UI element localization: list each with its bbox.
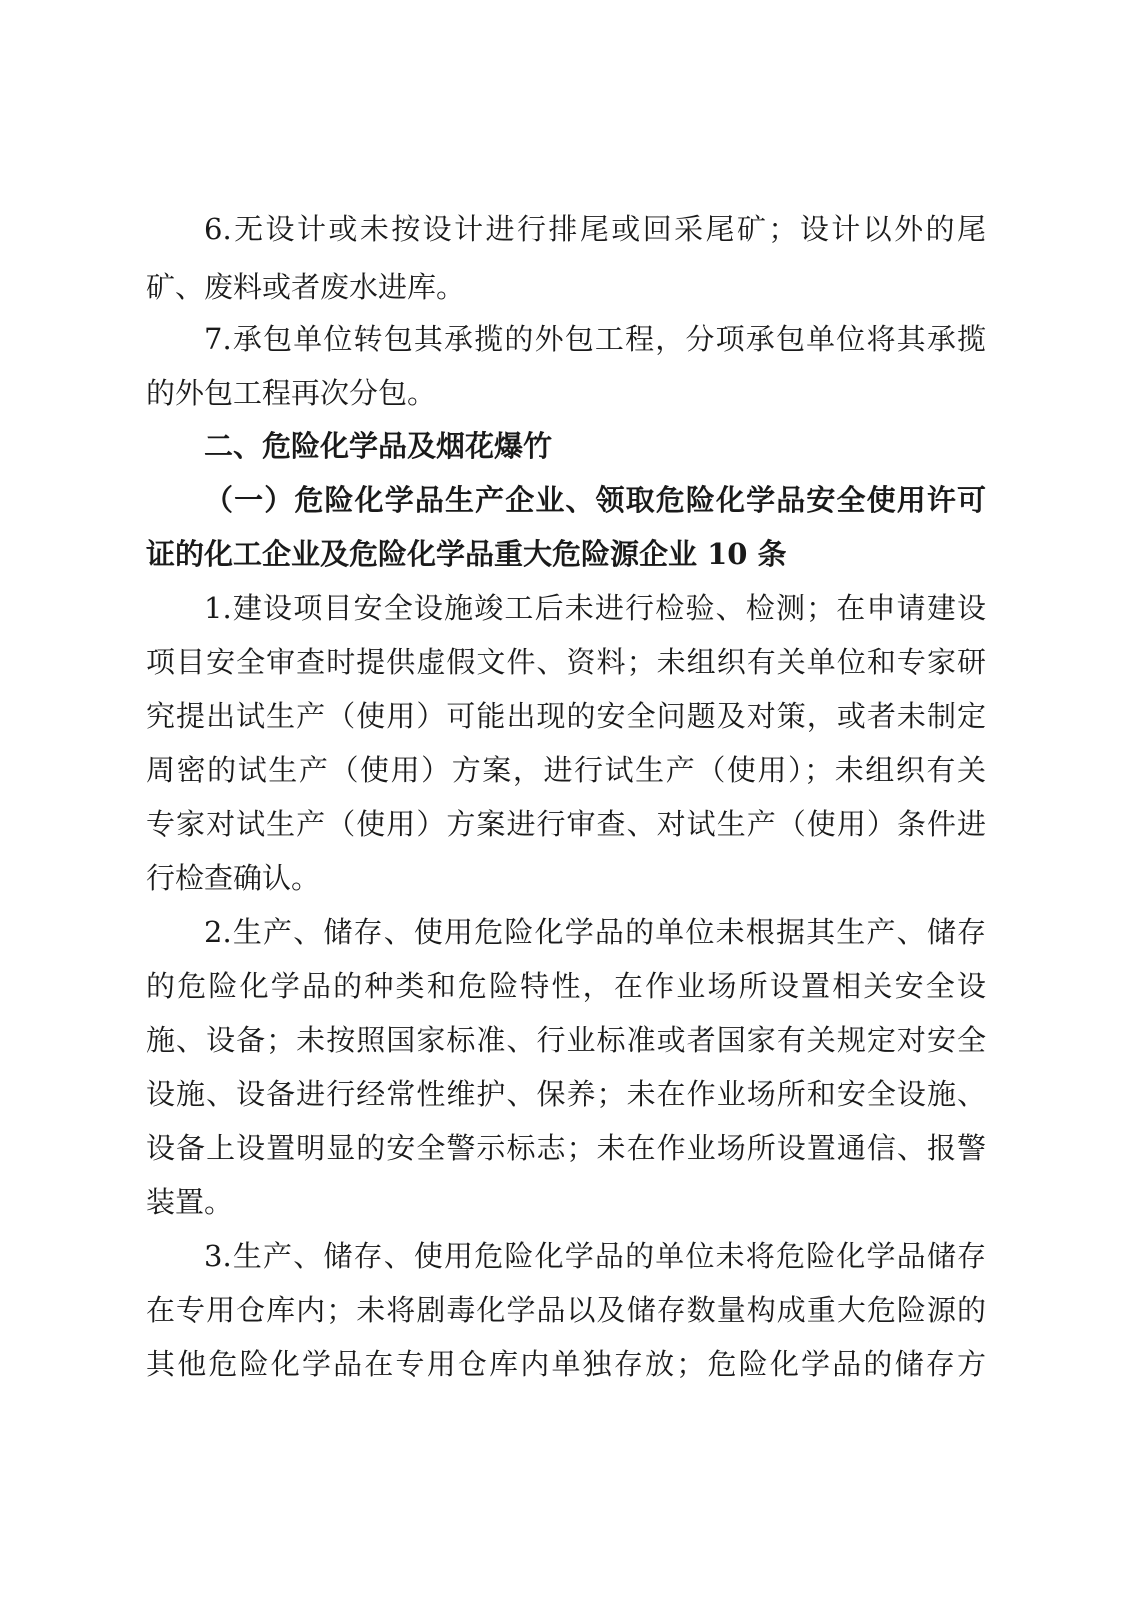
item-2-line-3: 施、设备；未按照国家标准、行业标准或者国家有关规定对安全 xyxy=(146,1023,986,1057)
item-1-line-4: 周密的试生产（使用）方案，进行试生产（使用）；未组织有关 xyxy=(146,753,986,787)
item-2-line-6: 装置。 xyxy=(146,1185,234,1219)
item-2-line-1: 2.生产、储存、使用危险化学品的单位未根据其生产、储存 xyxy=(204,915,986,949)
subsection-heading-line-2: 证的化工企业及危险化学品重大危险源企业 10 条 xyxy=(146,537,787,571)
item-1-line-2: 项目安全审查时提供虚假文件、资料；未组织有关单位和专家研 xyxy=(146,645,986,679)
item-1-line-6: 行检查确认。 xyxy=(146,861,321,895)
item-3-line-2: 在专用仓库内；未将剧毒化学品以及储存数量构成重大危险源的 xyxy=(146,1293,986,1327)
item-1-line-1: 1.建设项目安全设施竣工后未进行检验、检测；在申请建设 xyxy=(204,591,986,625)
item-3-line-1: 3.生产、储存、使用危险化学品的单位未将危险化学品储存 xyxy=(204,1239,986,1273)
subsection-heading-line-1: （一）危险化学品生产企业、领取危险化学品安全使用许可 xyxy=(204,483,986,517)
item-6-line-1: 6.无设计或未按设计进行排尾或回采尾矿；设计以外的尾 xyxy=(204,212,986,246)
item-2-line-2: 的危险化学品的种类和危险特性，在作业场所设置相关安全设 xyxy=(146,969,986,1003)
item-1-line-3: 究提出试生产（使用）可能出现的安全问题及对策，或者未制定 xyxy=(146,699,986,733)
item-7-line-2: 的外包工程再次分包。 xyxy=(146,376,437,410)
item-2-line-4: 设施、设备进行经常性维护、保养；未在作业场所和安全设施、 xyxy=(146,1077,986,1111)
item-6-line-2: 矿、废料或者废水进库。 xyxy=(146,270,466,304)
item-7-line-1: 7.承包单位转包其承揽的外包工程，分项承包单位将其承揽 xyxy=(204,322,986,356)
item-3-line-3: 其他危险化学品在专用仓库内单独存放；危险化学品的储存方 xyxy=(146,1347,986,1381)
item-1-line-5: 专家对试生产（使用）方案进行审查、对试生产（使用）条件进 xyxy=(146,807,986,841)
item-2-line-5: 设备上设置明显的安全警示标志；未在作业场所设置通信、报警 xyxy=(146,1131,986,1165)
section-heading: 二、危险化学品及烟花爆竹 xyxy=(204,429,553,463)
